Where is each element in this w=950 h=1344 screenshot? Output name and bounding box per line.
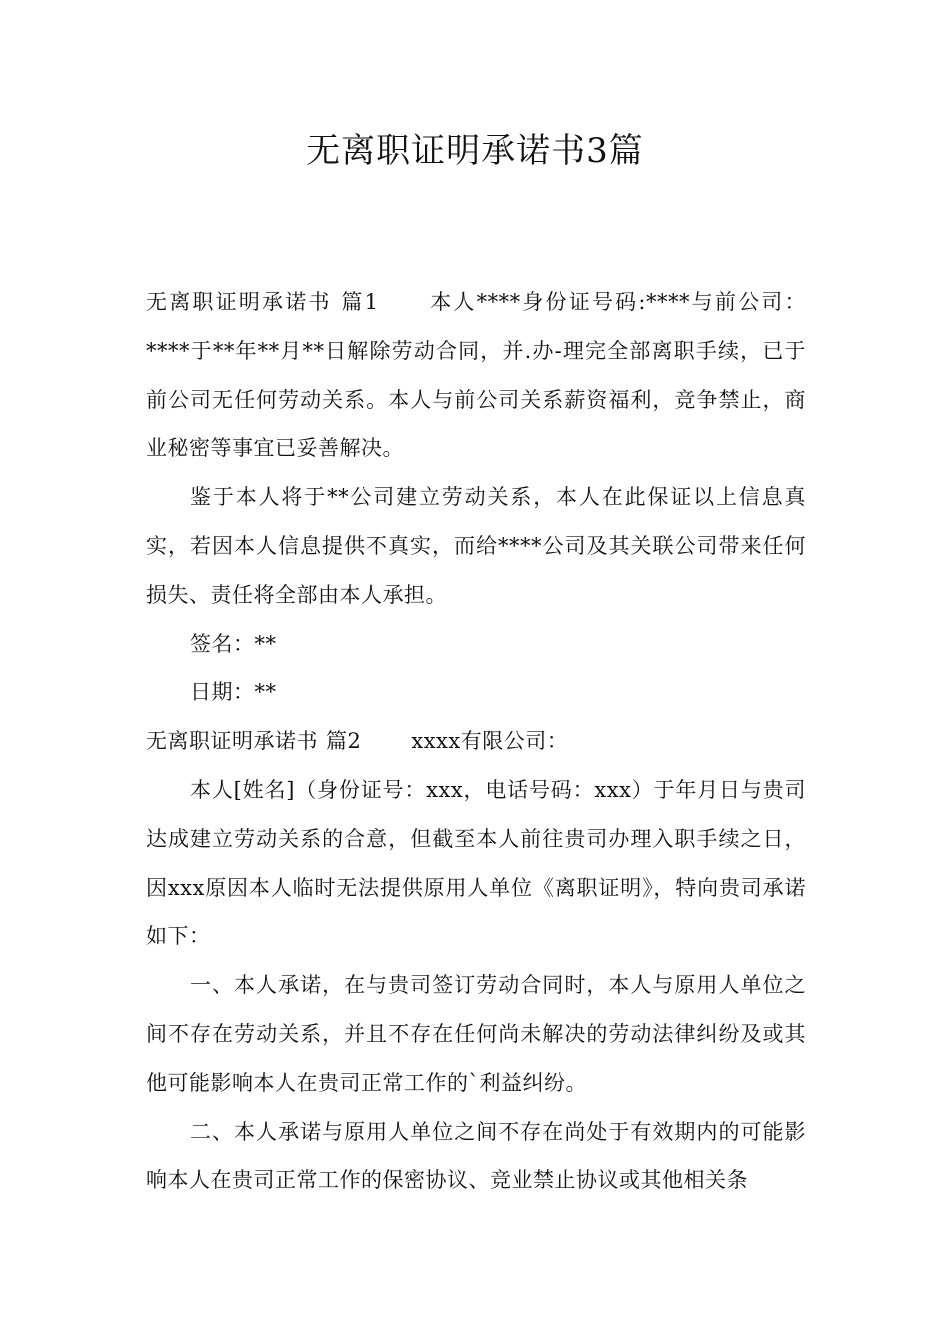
part2-item-two: 二、本人承诺与原用人单位之间不存在尚处于有效期内的可能影响本人在贵司正常工作的保密协议、竞业禁止协议或其他相关条: [146, 1119, 806, 1193]
part2-number: 篇2: [326, 729, 362, 754]
part2-addressee: xxxx有限公司：: [411, 729, 569, 754]
part2-intro-paragraph: 本人[姓名]（身份证号：xxx，电话号码：xxx）于年月日与贵司达成建立劳动关系的合意，但截至本人前往贵司办理入职手续之日，因xxx原因本人临时无法提供原用人单位《离职证明》，特向贵司承诺如下：: [146, 777, 806, 949]
part1-first-paragraph-text: 本人****身份证号码:****与前公司：****于**年**月**日解除劳动合同，并.办-理完全部离职手续，已于前公司无任何劳动关系。本人与前公司关系薪资福利，竞争禁止，商业秘密等事宜已妥善解决。: [146, 290, 807, 461]
part1-number: 篇1: [339, 290, 379, 314]
document-body: [146, 278, 806, 1205]
part1-first-paragraph: [146, 278, 806, 473]
part2-heading: 无离职证明承诺书: [146, 729, 318, 754]
document-title: 无离职证明承诺书3篇: [306, 131, 644, 171]
part1-date: 日期：**: [190, 680, 277, 705]
part1-heading: 无离职证明承诺书: [146, 290, 332, 314]
part2-item-one: 一、本人承诺，在与贵司签订劳动合同时，本人与原用人单位之间不存在劳动关系，并且不存在任何尚未解决的劳动法律纠纷及或其他可能影响本人在贵司正常工作的`利益纠纷。: [146, 973, 806, 1095]
part2-heading-line: [146, 717, 806, 766]
part1-second-paragraph: 鉴于本人将于**公司建立劳动关系，本人在此保证以上信息真实，若因本人信息提供不真实，而给****公司及其关联公司带来任何损失、责任将全部由本人承担。: [146, 485, 806, 607]
part1-signature: 签名：**: [190, 631, 277, 656]
